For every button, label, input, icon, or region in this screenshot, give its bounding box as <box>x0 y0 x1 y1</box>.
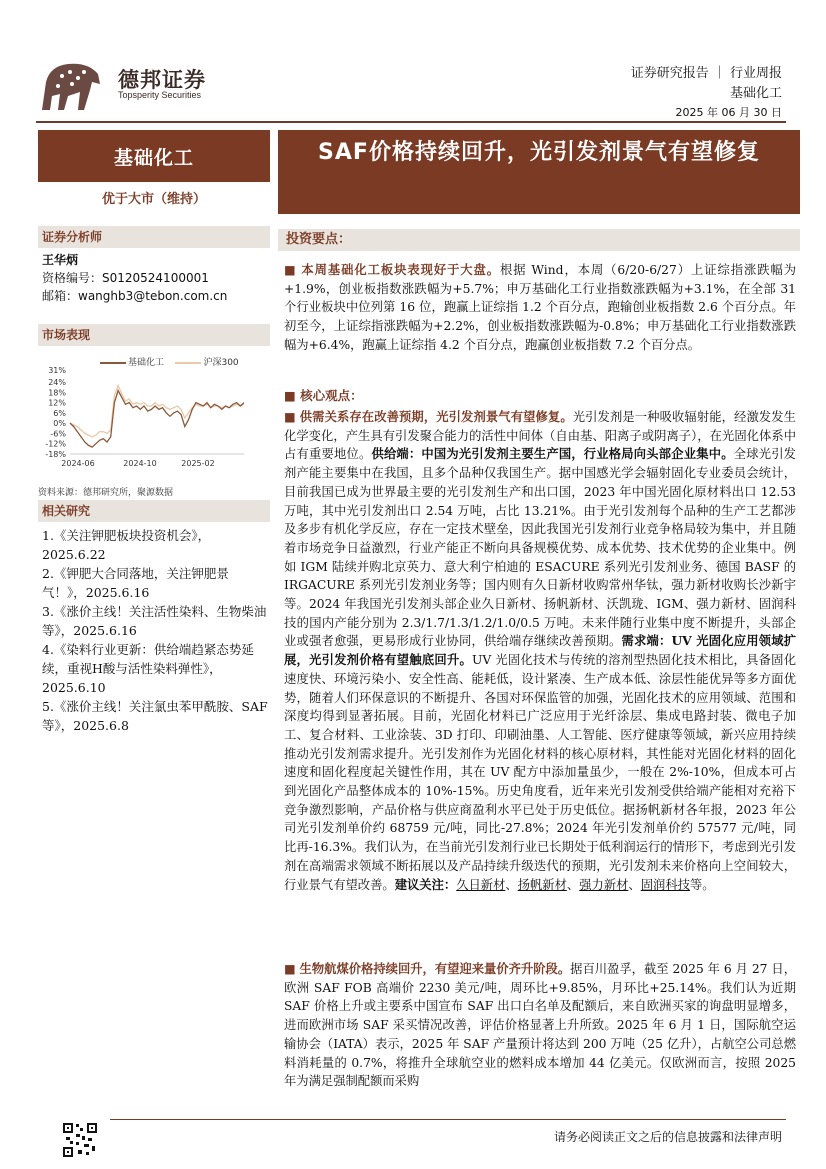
paragraph-weekly-performance <box>284 261 796 355</box>
suggest-company-link[interactable]: 固润科技 <box>640 877 690 892</box>
legend-label-2: 沪深300 <box>203 358 239 368</box>
series-line <box>70 385 244 437</box>
footer-divider <box>110 1119 786 1120</box>
supply-text: 全球光引发剂产能主要集中在我国，且多个品种仅我国生产。据中国感光学会辐射固化专业委员会统计，目前我国已成为世界最主要的光引发剂生产和出口国，2023 年中国光固化原材料出口 12.53 万吨，其中光引发剂出口 2.54 万吨，占比 13.21%。由于光引发剂每个品种的生产工艺都涉及多步有机化学反应，存在一定技术壁垒，因此我国光引发剂行业竞争格局较为集中，并且随着市场竞争日益激烈，行业产能正不断向具备规模优势、成本优势、技术优势的企业集中。例如 IGM 陆续并购北京英力、意大利宁柏迪的 ESACURE 系列光引发剂业务、德国 BASF 的 IRGACURE 系列光引发剂业务等；国内则有久日新材收购常州华钛，强力新材收购长沙新宇等。2024 年我国光引发剂头部企业久日新材、扬帆新材、沃凯珑、IGM、强力新材、固润科技的国内产能分别为 2.3/1.7/1.3/1.2/1.0/0.5 万吨。未来伴随行业集中度不断提升，头部企业或强者愈强，更易形成行业协同，供给端存继续改善预期。 <box>284 447 796 649</box>
rating-label: 优于大市（维持） <box>101 192 206 207</box>
industry-label: 基础化工 <box>38 130 270 182</box>
analyst-heading: 证券分析师 <box>38 226 270 248</box>
series-line <box>70 391 244 448</box>
paragraph-heading: 供需关系存在改善预期，光引发剂景气有望修复。 <box>299 409 573 424</box>
demand-heading: 需求端：UV 光固化应用领域扩展，光引发剂价格有望触底回升。 <box>284 633 796 668</box>
related-research-list <box>42 526 270 735</box>
market-performance-chart <box>38 364 270 476</box>
core-view-heading <box>284 386 363 404</box>
report-date: 2025 年 06 月 30 日 <box>675 106 782 119</box>
legend-label-1: 基础化工 <box>128 358 165 368</box>
x-tick-label: 2025-02 <box>181 459 215 468</box>
brand-name: 德邦证券 <box>118 68 206 92</box>
paragraph-text: 据百川盈孚，截至 2025 年 6 月 27 日，欧洲 SAF FOB 高端价 2230 美元/吨，周环比+9.85%，月环比+25.14%。我们认为近期 SAF 价格上升或主要系中国宣布 SAF 出口白名单及配额后，来自欧洲买家的询盘明显增多，进而欧洲市场 SAF 采买情况改善，评估价格显著上升所致。2025 年 6 月 1 日，国际航空运输协会（IATA）表示，2025 年 SAF 产量预计将达到 200 万吨（25 亿升），占航空公司总燃料消耗量的 0.7%，将推升全球航空业的燃料成本增加 44 亿美元。仅欧洲而言，按照 2025 年为满足强制配额而采购 <box>284 962 796 1089</box>
chart-source: 资料来源：德邦研究所，聚源数据 <box>38 488 174 498</box>
paragraph-heading: 本周基础化工板块表现好于大盘。 <box>301 262 501 277</box>
paragraph-saf <box>284 960 796 1091</box>
suggest-heading: 建议关注： <box>394 876 457 892</box>
brand-logo-icon <box>38 60 102 112</box>
demand-text: UV 光固化技术与传统的溶剂型热固化技术相比，具备固化速度快、环境污染小、安全性高、能耗低，设计紧凑、生产成本低、涂层性能优异等多方面优势，随着人们环保意识的不断提升、各国对环保监管的加强，光固化技术的应用领域、范围和深度均得到显著拓展。目前，光固化材料已广泛应用于光纤涂层、集成电路封装、微电子加工、复合材料、工业涂装、3D 打印、印刷油墨、人工智能、医疗健康等领域，新兴应用持续推动光引发剂需求提升。光引发剂作为光固化材料的核心原材料，其性能对光固化材料的固化速度和固化程度起关键性作用，其在 UV 配方中添加量虽少，一般在 2%-10%，但成本可占到光固化产品整体成本的 10%-15%。历史角度看，近年来光引发剂受供给端产能相对充裕下竞争激烈影响，产品价格与供应商盈利水平已处于历史低位。据扬帆新材各年报，2023 年公司光引发剂单价约 68759 元/吨，同比-27.8%；2024 年光引发剂单价约 57577 元/吨，同比再-16.3%。我们认为，在当前光引发剂行业已长期处于低利润运行的情形下，考虑到光引发剂在高端需求领域不断拓展以及产品持续升级迭代的预期，光引发剂未来价格向上空间较大，行业景气有望改善。 <box>284 653 796 892</box>
y-tick-label: 24% <box>48 378 66 387</box>
related-item[interactable]: 2.《钾肥大合同落地，关注钾肥景气！》，2025.6.16 <box>42 566 229 600</box>
y-tick-label: -12% <box>45 439 66 449</box>
paragraph-text: 光引发剂是一种吸收辐射能，经激发发生化学变化，产生具有引发聚合能力的活性中间体（自由基、阳离子或阴离子），在光固化体系中占有重要地位。 <box>284 410 796 462</box>
brand-name-en: Topsperity Securities <box>118 90 202 100</box>
analyst-name: 王华炳 <box>42 253 79 267</box>
x-tick-label: 2024-10 <box>123 459 157 468</box>
footer-disclaimer: 请务必阅读正文之后的信息披露和法律声明 <box>553 1130 782 1144</box>
x-tick-label: 2024-06 <box>61 459 95 468</box>
related-item[interactable]: 5.《涨价主线！关注氯虫苯甲酰胺、SAF等》，2025.6.8 <box>42 699 268 733</box>
related-item[interactable]: 3.《涨价主线！关注活性染料、生物柴油等》，2025.6.16 <box>42 604 267 638</box>
report-sector: 基础化工 <box>729 86 782 101</box>
bullet-icon: ■ <box>284 388 301 403</box>
bullet-icon: ■ <box>284 410 300 424</box>
paragraph-photoinitiator: ■ 供需关系存在改善预期，光引发剂景气有望修复。光引发剂是一种吸收辐射能，经激发发生化学变化，产生具有引发聚合能力的活性中间体（自由基、阳离子或阴离子），在光固化体系中占有重要地位。供给端：中国为光引发剂主要生产国，行业格局向头部企业集中。全球光引发剂产能主要集中在我国，且多个品种仅我国生产。据中国感光学会辐射固化专业委员会统计，目前我国已成为世界最主要的光引发剂生产和出口国，2023 年中国光固化原材料出口 12.53 万吨，其中光引发剂出口 2.54 万吨，占比 13.21%。由于光引发剂每个品种的生产工艺都涉及多步有机化学反应，存在一定技术壁垒，因此我国光引发剂行业竞争格局较为集中，并且随着市场竞争日益激烈，行业产能正不断向具备规模优势、成本优势、技术优势的企业集中。例如 IGM 陆续并购北京英力、意大利宁柏迪的 ESACURE 系列光引发剂业务、德国 BASF 的 IRGACURE 系列光引发剂业务等；国内则有久日新材收购常州华钛，强力新材收购长沙新宇等。2024 年我国光引发剂头部企业久日新材、扬帆新材、沃凯珑、IGM、强力新材、固润科技的国内产能分别为 2.3/1.7/1.3/1.2/1.0/0.5 万吨。未来伴随行业集中度不断提升，头部企业或强者愈强，更易形成行业协同，供给端存继续改善预期。需求端：UV 光固化应用领域扩展，光引发剂价格有望触底回升。UV 光固化技术与传统的溶剂型热固化技术相比，具备固化速度快、环境污染小、安全性高、能耗低，设计紧凑、生产成本低、涂层性能优异等多方面优势，随着人们环保意识的不断提升、各国对环保监管的加强，光固化技术的应用领域、范围和深度均得到显著拓展。目前，光固化材料已广泛应用于光纤涂层、集成电路封装、微电子加工、复合材料、工业涂装、3D 打印、印刷油墨、人工智能、医疗健康等领域，新兴应用持续推动光引发剂需求提升。光引发剂作为光固化材料的核心原材料，其性能对光固化材料的固化速度和固化程度起关键性作用，其在 UV 配方中添加量虽少，一般在 2%-10%，但成本可占到光固化产品整体成本的 10%-15%。历史角度看，近年来光引发剂受供给端产能相对充裕下竞争激烈影响，产品价格与供应商盈利水平已处于历史低位。据扬帆新材各年报，2023 年公司光引发剂单价约 68759 元/吨，同比-27.8%；2024 年光引发剂单价约 57577 元/吨，同比再-16.3%。我们认为，在当前光引发剂行业已长期处于低利润运行的情形下，考虑到光引发剂在高端需求领域不断拓展以及产品持续升级迭代的预期，光引发剂未来价格向上空间较大，行业景气有望改善。建议关注：久日新材、扬帆新材、强力新材、固润科技等。 <box>284 409 796 892</box>
suggest-company-link[interactable]: 扬帆新材 <box>517 877 567 892</box>
related-item[interactable]: 1.《关注钾肥板块投资机会》，2025.6.22 <box>42 528 211 562</box>
report-title: SAF价格持续回升，光引发剂景气有望修复 <box>278 130 800 214</box>
y-tick-label: 0% <box>53 419 66 429</box>
key-points-heading: 投资要点： <box>278 229 800 251</box>
y-tick-label: -6% <box>50 429 66 439</box>
related-heading: 相关研究 <box>38 500 270 522</box>
bullet-icon: ■ <box>284 962 300 976</box>
related-item[interactable]: 4.《染料行业更新：供给端趋紧态势延续，重视H酸与活性染料弹性》，2025.6.10 <box>42 642 254 695</box>
qr-code-icon[interactable] <box>62 1122 98 1158</box>
paragraph-heading: 生物航煤价格持续回升，有望迎来量价齐升阶段。 <box>299 961 571 976</box>
y-tick-label: 31% <box>48 366 66 375</box>
y-tick-label: 6% <box>53 408 66 418</box>
analyst-id: 资格编号：S0120524100001 <box>42 271 209 285</box>
y-tick-label: -18% <box>45 450 66 459</box>
core-view-label: 核心观点： <box>300 388 363 403</box>
analyst-email: 邮箱：wanghb3@tebon.com.cn <box>42 289 228 303</box>
header-divider <box>36 121 786 123</box>
market-heading: 市场表现 <box>38 324 270 346</box>
bullet-icon: ■ <box>284 263 302 277</box>
report-type: 证券研究报告 ｜ 行业周报 <box>630 66 782 81</box>
y-tick-label: 12% <box>48 398 66 408</box>
supply-heading: 供给端：中国为光引发剂主要生产国，行业格局向头部企业集中。 <box>371 446 734 462</box>
paragraph-text: 根据 Wind，本周（6/20-6/27）上证综指涨跌幅为+1.9%，创业板指数涨跌幅为+5.7%；申万基础化工行业指数涨跌幅为+3.1%，在全部 31 个行业板块中位列第 16 位，跑赢上证综指 1.2 个百分点，跑输创业板指数 2.6 个百分点。年初至今，上证综指涨跌幅为+2.2%，创业板指数涨跌幅为-0.8%；申万基础化工行业指数涨跌幅为+6.4%，跑赢上证综指 4.2 个百分点，跑赢创业板指数 7.2 个百分点。 <box>284 263 796 352</box>
suggest-company-link[interactable]: 久日新材 <box>456 877 506 892</box>
suggest-company-link[interactable]: 强力新材 <box>579 877 629 892</box>
y-tick-label: 18% <box>48 388 66 398</box>
